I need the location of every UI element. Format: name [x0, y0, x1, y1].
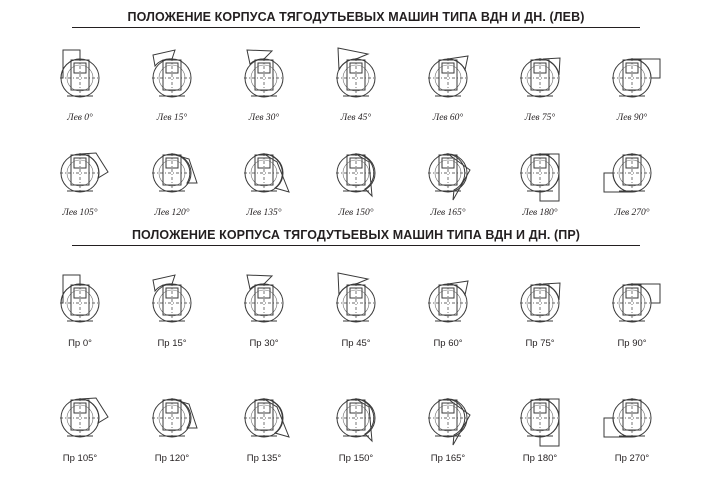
- figure-cell[interactable]: [588, 40, 676, 123]
- figure-cell[interactable]: [312, 265, 400, 349]
- figure-caption: Лев 30°: [248, 113, 280, 123]
- fan-housing-diagram: [220, 265, 308, 337]
- figure-cell[interactable]: [404, 265, 492, 349]
- figure-cell[interactable]: [404, 380, 492, 464]
- fan-housing-diagram: [312, 265, 400, 337]
- lev-row-2: [36, 135, 676, 218]
- pr-row-2: [36, 380, 676, 464]
- figure-cell[interactable]: [496, 265, 584, 349]
- title-divider: [72, 245, 640, 246]
- figure-caption: Пр 45°: [341, 338, 371, 349]
- fan-housing-diagram: [588, 135, 676, 207]
- figure-caption: Лев 105°: [62, 208, 98, 218]
- figure-caption: Лев 135°: [246, 208, 282, 218]
- figure-caption: Пр 150°: [338, 453, 374, 464]
- title-divider: [72, 27, 640, 28]
- figure-cell[interactable]: [220, 135, 308, 218]
- figure-caption: Пр 270°: [614, 453, 650, 464]
- pr-row-1: [36, 265, 676, 349]
- fan-housing-diagram: [220, 40, 308, 112]
- figure-cell[interactable]: [220, 265, 308, 349]
- figure-cell[interactable]: [496, 380, 584, 464]
- fan-housing-diagram: [496, 135, 584, 207]
- figure-cell[interactable]: [312, 135, 400, 218]
- fan-housing-diagram: [36, 135, 124, 207]
- figure-caption: Пр 90°: [617, 338, 647, 349]
- figure-caption: Лев 45°: [340, 113, 372, 123]
- fan-housing-diagram: [220, 135, 308, 207]
- figure-caption: Лев 120°: [154, 208, 190, 218]
- figure-cell[interactable]: [220, 380, 308, 464]
- fan-housing-diagram: [36, 380, 124, 452]
- figure-cell[interactable]: [128, 380, 216, 464]
- figure-caption: Лев 0°: [67, 113, 93, 123]
- fan-housing-diagram: [404, 40, 492, 112]
- figure-cell[interactable]: [588, 135, 676, 218]
- figure-cell[interactable]: [312, 40, 400, 123]
- section-pr-header: [72, 228, 640, 246]
- fan-housing-diagram: [404, 380, 492, 452]
- figure-caption: Пр 135°: [246, 453, 282, 464]
- figure-cell[interactable]: [128, 40, 216, 123]
- fan-housing-diagram: [220, 380, 308, 452]
- fan-housing-diagram: [128, 265, 216, 337]
- figure-cell[interactable]: [36, 265, 124, 349]
- figure-caption: Лев 15°: [156, 113, 188, 123]
- figure-cell[interactable]: [128, 265, 216, 349]
- figure-caption: Лев 180°: [522, 208, 558, 218]
- fan-housing-diagram: [588, 265, 676, 337]
- figure-caption: Лев 165°: [430, 208, 466, 218]
- fan-housing-diagram: [36, 265, 124, 337]
- fan-housing-diagram: [496, 265, 584, 337]
- fan-housing-diagram: [128, 40, 216, 112]
- figure-caption: Лев 90°: [616, 113, 648, 123]
- figure-caption: Лев 75°: [524, 113, 556, 123]
- figure-caption: Пр 165°: [430, 453, 466, 464]
- figure-caption: Лев 150°: [338, 208, 374, 218]
- fan-housing-diagram: [36, 40, 124, 112]
- fan-housing-diagram: [312, 135, 400, 207]
- fan-housing-diagram: [588, 40, 676, 112]
- figure-cell[interactable]: [404, 40, 492, 123]
- figure-cell[interactable]: [312, 380, 400, 464]
- figure-cell[interactable]: [36, 135, 124, 218]
- figure-cell[interactable]: [496, 40, 584, 123]
- figure-caption: Пр 0°: [68, 338, 92, 349]
- figure-cell[interactable]: [404, 135, 492, 218]
- figure-caption: Лев 270°: [614, 208, 650, 218]
- lev-row-1: [36, 40, 676, 123]
- fan-housing-diagram: [496, 380, 584, 452]
- fan-housing-diagram: [128, 135, 216, 207]
- fan-housing-diagram: [404, 135, 492, 207]
- fan-housing-diagram: [312, 40, 400, 112]
- figure-caption: Пр 30°: [249, 338, 279, 349]
- figure-caption: Пр 120°: [154, 453, 190, 464]
- fan-housing-diagram: [128, 380, 216, 452]
- section-pr-title: ПОЛОЖЕНИЕ КОРПУСА ТЯГОДУТЬЕВЫХ МАШИН ТИПА ВДН И ДН. (ПР): [131, 228, 581, 242]
- figure-caption: Пр 60°: [433, 338, 463, 349]
- figure-caption: Пр 105°: [62, 453, 98, 464]
- figure-cell[interactable]: [496, 135, 584, 218]
- fan-housing-diagram: [404, 265, 492, 337]
- fan-housing-diagram: [312, 380, 400, 452]
- figure-cell[interactable]: [36, 40, 124, 123]
- figure-cell[interactable]: [588, 265, 676, 349]
- section-lev-header: [72, 10, 640, 28]
- figure-cell[interactable]: [220, 40, 308, 123]
- figure-cell[interactable]: [588, 380, 676, 464]
- figure-cell[interactable]: [128, 135, 216, 218]
- figure-caption: Пр 180°: [522, 453, 558, 464]
- fan-housing-diagram: [496, 40, 584, 112]
- figure-caption: Пр 15°: [157, 338, 187, 349]
- section-lev-title: ПОЛОЖЕНИЕ КОРПУСА ТЯГОДУТЬЕВЫХ МАШИН ТИПА ВДН И ДН. (ЛЕВ): [127, 10, 585, 24]
- fan-housing-diagram: [588, 380, 676, 452]
- figure-caption: Пр 75°: [525, 338, 555, 349]
- figure-cell[interactable]: [36, 380, 124, 464]
- figure-caption: Лев 60°: [432, 113, 464, 123]
